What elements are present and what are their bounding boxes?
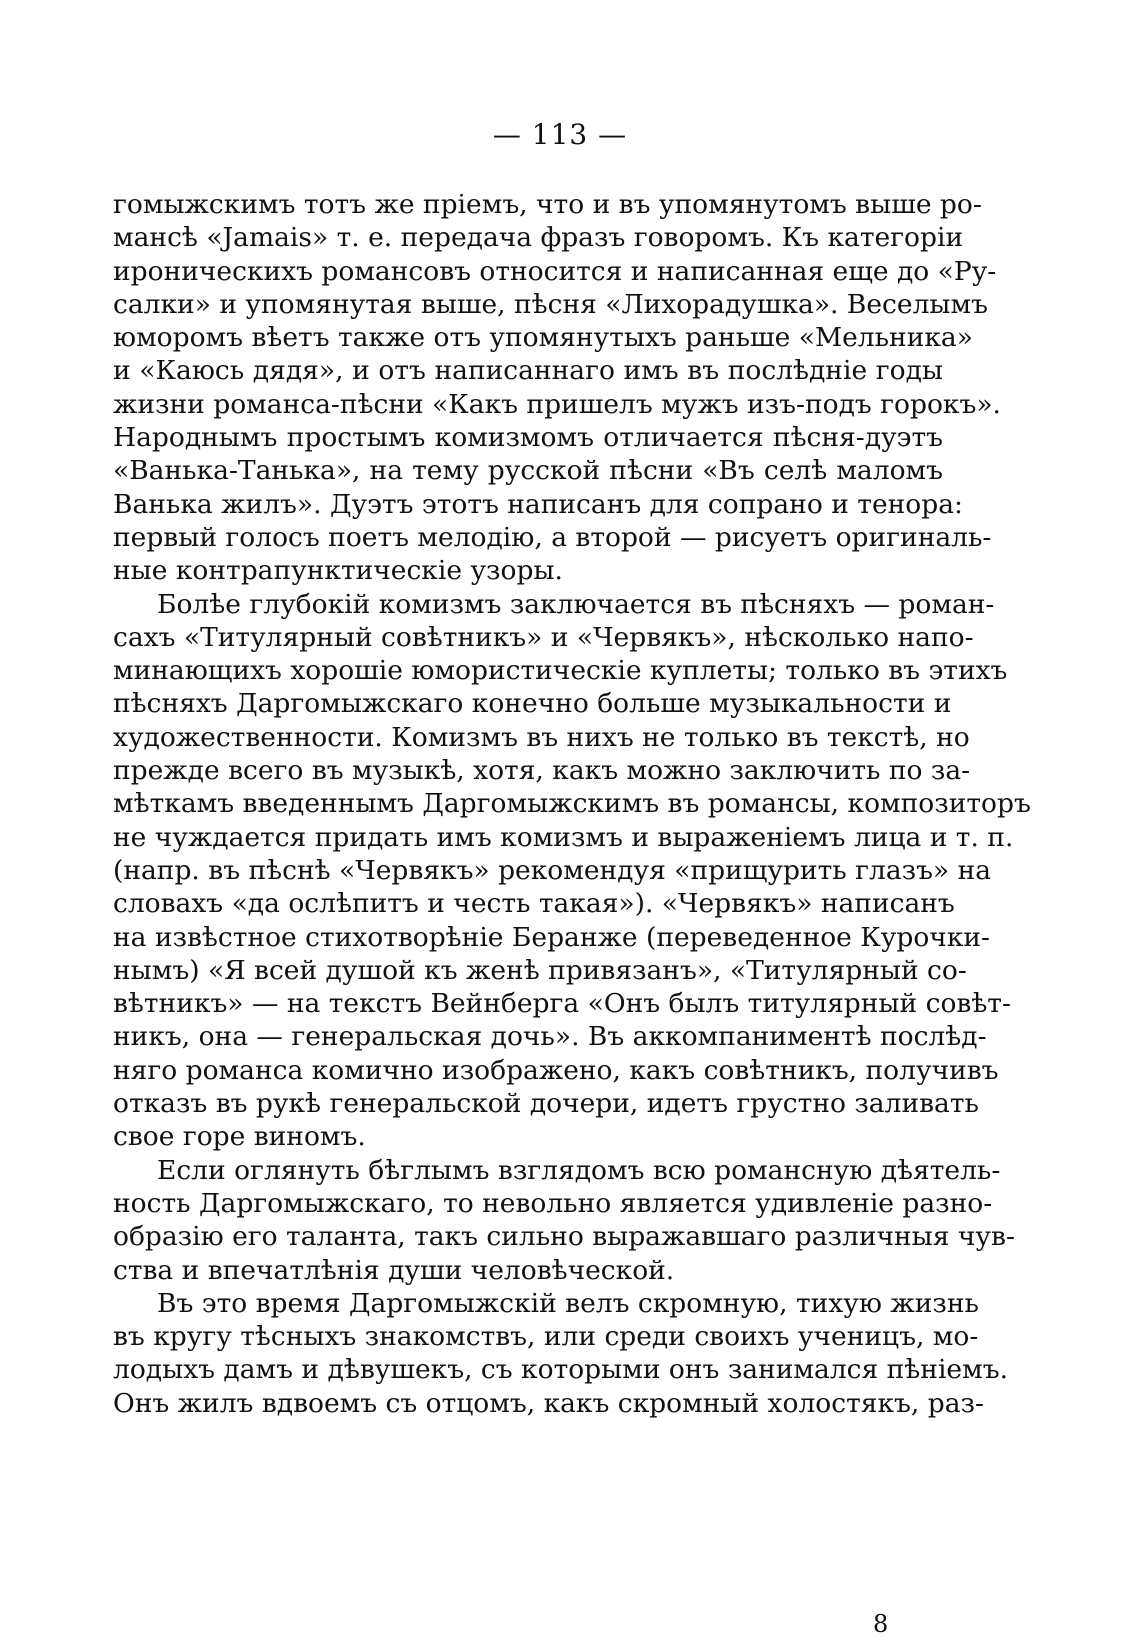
text-line: никъ, она — генеральская дочь». Въ аккомпаниментѣ послѣд- xyxy=(113,1021,987,1053)
text-line: свое горе виномъ. xyxy=(113,1121,366,1153)
paragraph-first-line: Болѣе глубокій комизмъ заключается въ пѣсняхъ — роман- xyxy=(157,588,995,620)
text-line: Онъ жилъ вдвоемъ съ отцомъ, какъ скромный холостякъ, раз- xyxy=(113,1387,984,1419)
text-line: лодыхъ дамъ и дѣвушекъ, съ которыми онъ занимался пѣніемъ. xyxy=(113,1354,1008,1386)
text-line: «Ванька-Танька», на тему русской пѣсни «Въ селѣ маломъ xyxy=(113,455,943,487)
paragraph-first-line: Если оглянуть бѣглымъ взглядомъ всю романсную дѣятель- xyxy=(157,1154,1001,1186)
text-line: мѣткамъ введеннымъ Даргомыжскимъ въ романсы, композиторъ xyxy=(113,788,1031,820)
text-line: первый голосъ поетъ мелодію, а второй — рисуетъ оригиналь- xyxy=(113,521,992,553)
text-line: юморомъ вѣетъ также отъ упомянутыхъ раньше «Мельника» xyxy=(113,322,973,354)
paragraph-first-line: Въ это время Даргомыжскій велъ скромную, тихую жизнь xyxy=(157,1287,979,1319)
text-line: (напр. въ пѣснѣ «Червякъ» рекомендуя «прищурить глазъ» на xyxy=(113,854,992,886)
text-line: жизни романса-пѣсни «Какъ пришелъ мужъ изъ-подъ горокъ». xyxy=(113,388,1001,420)
text-line: на извѣстное стихотворѣніе Беранже (переведенное Курочки- xyxy=(113,921,991,953)
text-line: прежде всего въ музыкѣ, хотя, какъ можно заключить по за- xyxy=(113,755,971,787)
text-line: вѣтникъ» — на текстъ Вейнберга «Онъ былъ титулярный совѣт- xyxy=(113,988,1011,1020)
text-line: художественности. Комизмъ въ нихъ не только въ текстѣ, но xyxy=(113,721,970,753)
text-line: минающихъ хорошіе юмористическіе куплеты; только въ этихъ xyxy=(113,655,1008,687)
text-line: сахъ «Титулярный совѣтникъ» и «Червякъ», нѣсколько напо- xyxy=(113,621,974,653)
text-line: образію его таланта, такъ сильно выражавшаго различныя чув- xyxy=(113,1221,1015,1253)
text-line: въ кругу тѣсныхъ знакомствъ, или среди своихъ ученицъ, мо- xyxy=(113,1321,979,1353)
text-line: мансѣ «Jamais» т. е. передача фразъ говоромъ. Къ категоріи xyxy=(113,222,964,254)
text-line: пѣсняхъ Даргомыжскаго конечно больше музыкальности и xyxy=(113,688,952,720)
text-line: нымъ) «Я всей душой къ женѣ привязанъ», «Титулярный со- xyxy=(113,954,967,986)
text-line: ность Даргомыжскаго, то невольно является удивленіе разно- xyxy=(113,1187,993,1219)
text-line: ства и впечатлѣнія души человѣческой. xyxy=(113,1254,675,1286)
signature-mark: 8 xyxy=(873,1610,889,1638)
text-line: ироническихъ романсовъ относится и написанная еще до «Ру- xyxy=(113,255,997,287)
text-line: ные контрапунктическіе узоры. xyxy=(113,555,563,587)
text-line: салки» и упомянутая выше, пѣсня «Лихорадушка». Веселымъ xyxy=(113,288,988,320)
text-line: не чуждается придать имъ комизмъ и выраженіемъ лица и т. п. xyxy=(113,821,1014,853)
text-line: гомыжскимъ тотъ же пріемъ, что и въ упомянутомъ выше ро- xyxy=(113,189,982,220)
body-text xyxy=(113,188,1031,1420)
text-line: словахъ «да ослѣпитъ и честь такая»). «Червякъ» написанъ xyxy=(113,888,955,920)
text-line: отказъ въ рукѣ генеральской дочери, идетъ грустно заливать xyxy=(113,1088,979,1120)
text-line: Ванька жилъ». Дуэтъ этотъ написанъ для сопрано и тенора: xyxy=(113,488,963,520)
page-number: — 113 — xyxy=(492,118,628,151)
text-line: и «Каюсь дядя», и отъ написаннаго имъ въ послѣдніе годы xyxy=(113,355,943,387)
text-line: Народнымъ простымъ комизмомъ отличается пѣсня-дуэтъ xyxy=(113,422,943,454)
text-line: няго романса комично изображено, какъ совѣтникъ, получивъ xyxy=(113,1054,999,1086)
